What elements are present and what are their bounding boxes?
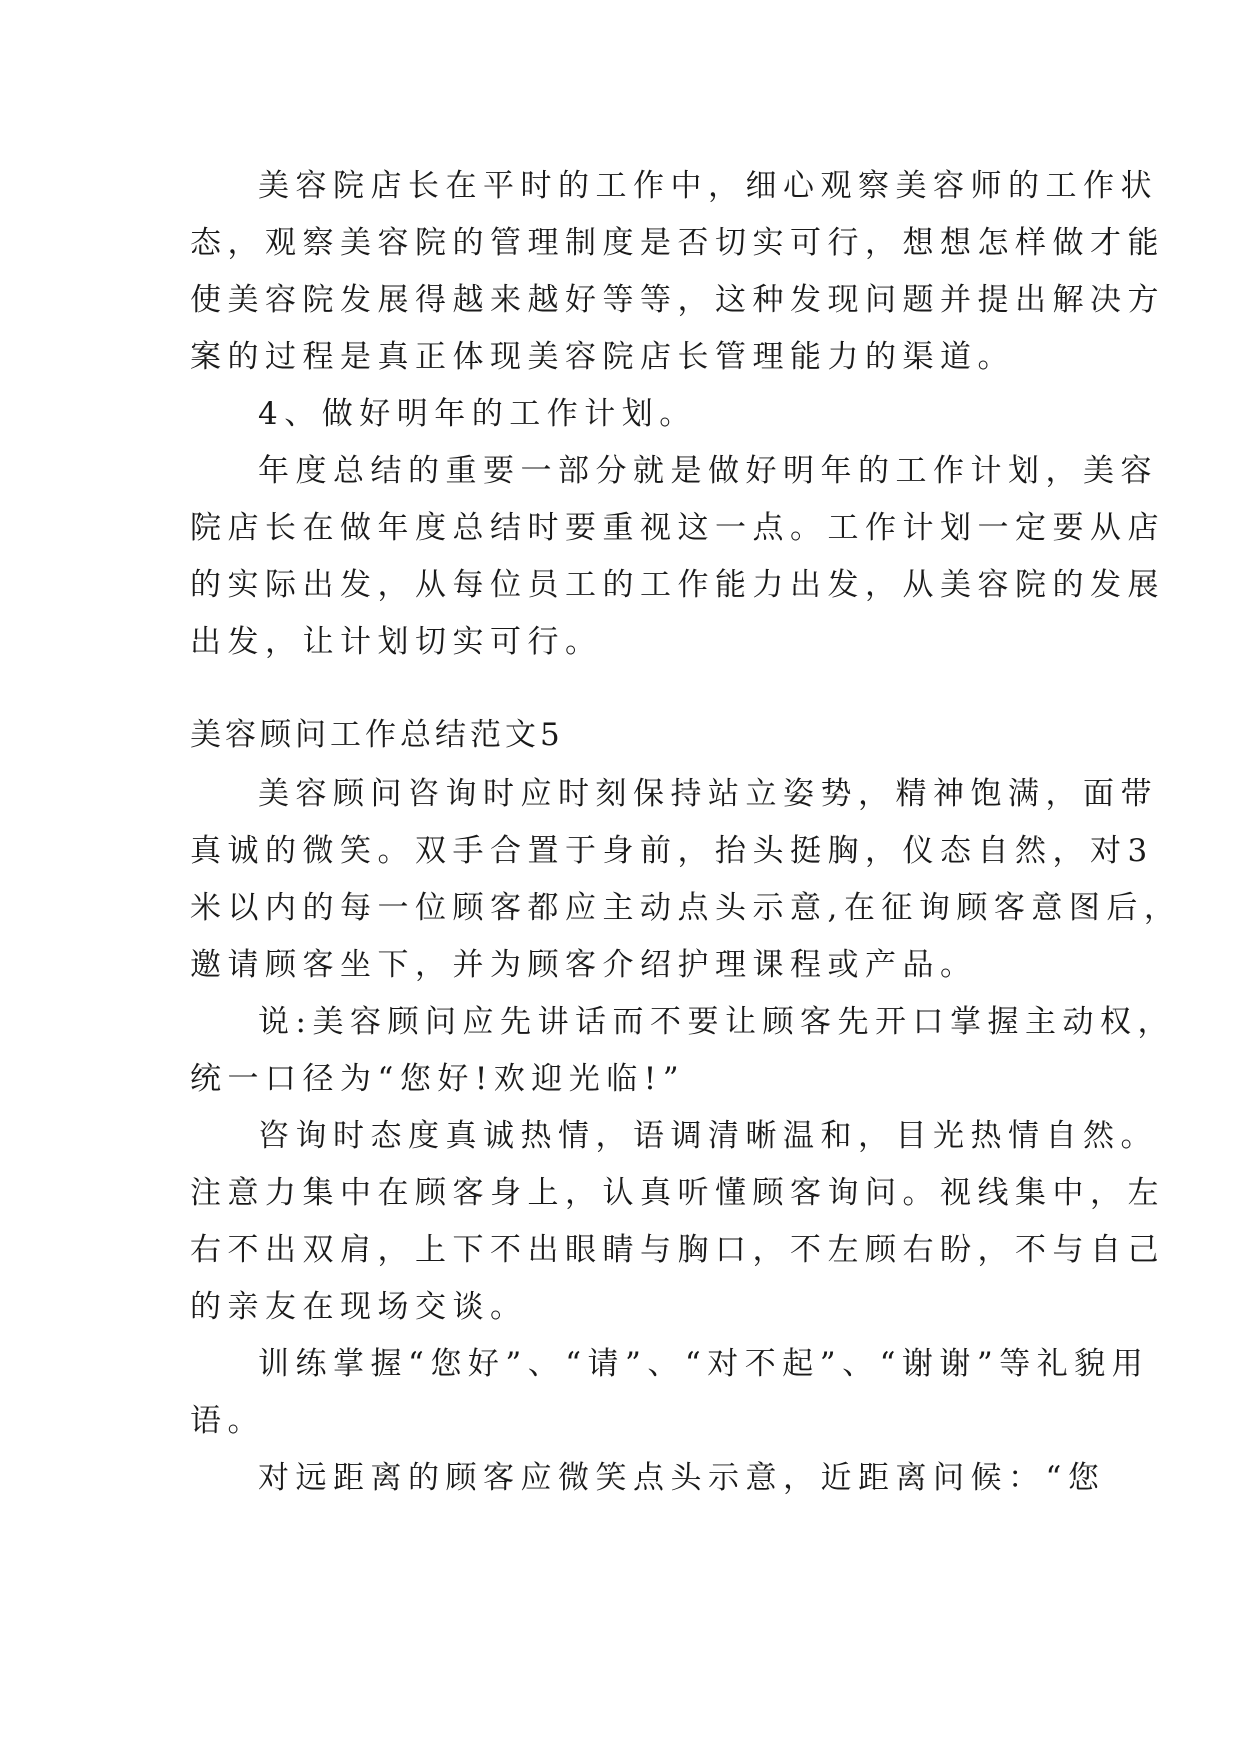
section-title: 美容顾问工作总结范文5 (190, 717, 564, 753)
paragraph-line: 态，观察美容院的管理制度是否切实可行，想想怎样做才能 (190, 225, 1165, 261)
list-item-heading: 4、做好明年的工作计划。 (258, 396, 697, 432)
paragraph-line: 咨询时态度真诚热情，语调清晰温和，目光热情自然。 (258, 1118, 1158, 1154)
paragraph-line: 统一口径为“您好!欢迎光临!” (190, 1061, 686, 1097)
paragraph-line: 出发，让计划切实可行。 (190, 624, 603, 660)
paragraph-line: 右不出双肩，上下不出眼睛与胸口，不左顾右盼，不与自己 (190, 1232, 1165, 1268)
paragraph-line: 对远距离的顾客应微笑点头示意，近距离问候：“您 (258, 1460, 1106, 1496)
paragraph-line: 美容院店长在平时的工作中，细心观察美容师的工作状 (258, 168, 1158, 204)
paragraph-line: 案的过程是真正体现美容院店长管理能力的渠道。 (190, 339, 1015, 375)
paragraph-line: 使美容院发展得越来越好等等，这种发现问题并提出解决方 (190, 282, 1165, 318)
paragraph-line: 说:美容顾问应先讲话而不要让顾客先开口掌握主动权， (258, 1004, 1175, 1040)
paragraph-line: 训练掌握“您好”、“请”、“对不起”、“谢谢”等礼貌用 (258, 1346, 1150, 1382)
paragraph-line: 语。 (190, 1403, 265, 1439)
paragraph-line: 的实际出发，从每位员工的工作能力出发，从美容院的发展 (190, 567, 1165, 603)
paragraph-line: 年度总结的重要一部分就是做好明年的工作计划，美容 (258, 453, 1158, 489)
paragraph-line: 院店长在做年度总结时要重视这一点。工作计划一定要从店 (190, 510, 1165, 546)
paragraph-line: 美容顾问咨询时应时刻保持站立姿势，精神饱满，面带 (258, 776, 1158, 812)
paragraph-line: 真诚的微笑。双手合置于身前，抬头挺胸，仪态自然，对3 (190, 833, 1154, 869)
paragraph-line: 邀请顾客坐下，并为顾客介绍护理课程或产品。 (190, 947, 978, 983)
paragraph-line: 米以内的每一位顾客都应主动点头示意,在征询顾客意图后， (190, 890, 1182, 926)
paragraph-line: 的亲友在现场交谈。 (190, 1289, 528, 1325)
paragraph-line: 注意力集中在顾客身上，认真听懂顾客询问。视线集中，左 (190, 1175, 1165, 1211)
